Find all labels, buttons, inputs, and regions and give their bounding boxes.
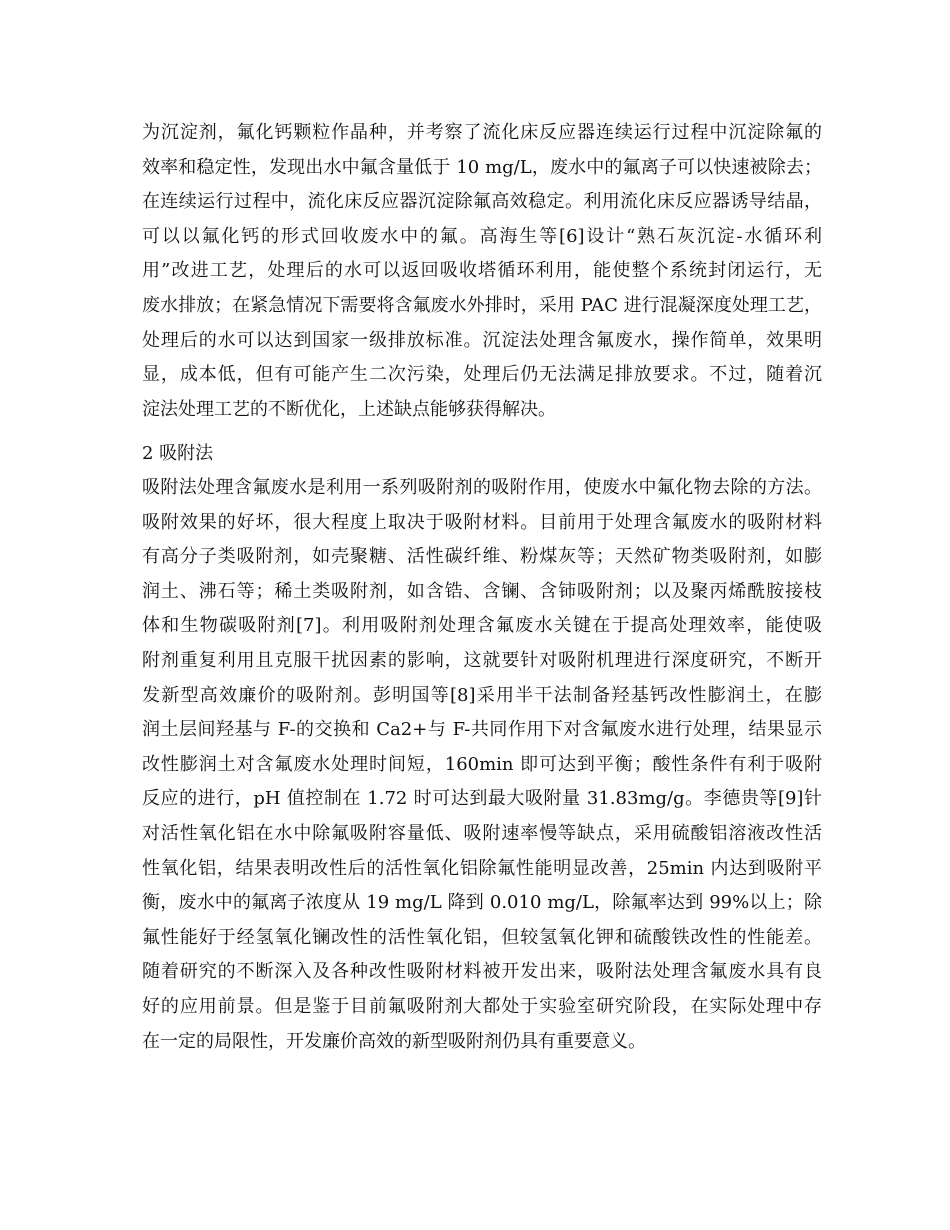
paragraph-line: 对活性氧化铝在水中除氟吸附容量低、吸附速率慢等缺点，采用硫酸铝溶液改性活 xyxy=(142,822,822,844)
paragraph-line: 处理后的水可以达到国家一级排放标准。沉淀法处理含氟废水，操作简单，效果明 xyxy=(142,329,822,351)
paragraph-line: 性氧化铝，结果表明改性后的活性氧化铝除氟性能明显改善，25min 内达到吸附平 xyxy=(142,857,822,879)
paragraph-line: 效率和稳定性，发现出水中氟含量低于 10 mg/L，废水中的氟离子可以快速被除去； xyxy=(142,156,822,178)
paragraph-adsorption xyxy=(142,471,822,1059)
paragraph-line: 用”改进工艺，处理后的水可以返回吸收塔循环利用，能使整个系统封闭运行，无 xyxy=(142,260,822,282)
paragraph-line: 废水排放；在紧急情况下需要将含氟废水外排时，采用 PAC 进行混凝深度处理工艺， xyxy=(142,294,822,316)
paragraph-line: 附剂重复利用且克服干扰因素的影响，这就要针对吸附机理进行深度研究，不断开 xyxy=(142,649,822,671)
paragraph-line: 在一定的局限性，开发廉价高效的新型吸附剂仍具有重要意义。 xyxy=(142,1030,646,1052)
paragraph-line: 氟性能好于经氢氧化镧改性的活性氧化铝，但较氢氧化钾和硫酸铁改性的性能差。 xyxy=(142,926,822,948)
paragraph-line: 反应的进行，pH 值控制在 1.72 时可达到最大吸附量 31.83mg/g。李德贵等[9]针 xyxy=(142,788,822,810)
paragraph-line: 好的应用前景。但是鉴于目前氟吸附剂大都处于实验室研究阶段，在实际处理中存 xyxy=(142,995,822,1017)
paragraph-line: 润土层间羟基与 F-的交换和 Ca2+与 F-共同作用下对含氟废水进行处理，结果显示 xyxy=(142,719,822,741)
paragraph-line: 改性膨润土对含氟废水处理时间短，160min 即可达到平衡；酸性条件有利于吸附 xyxy=(142,753,822,775)
paragraph-precipitation xyxy=(142,116,822,427)
paragraph-line: 为沉淀剂，氟化钙颗粒作晶种，并考察了流化床反应器连续运行过程中沉淀除氟的 xyxy=(142,122,822,143)
paragraph-line: 显，成本低，但有可能产生二次污染，处理后仍无法满足排放要求。不过，随着沉 xyxy=(142,364,822,386)
paragraph-line: 吸附法处理含氟废水是利用一系列吸附剂的吸附作用，使废水中氟化物去除的方法。 xyxy=(142,477,822,498)
section-heading-text: 2 吸附法 xyxy=(142,443,214,464)
section-heading xyxy=(142,437,822,472)
paragraph-line: 可以以氟化钙的形式回收废水中的氟。高海生等[6]设计“熟石灰沉淀-水循环利 xyxy=(142,225,822,247)
paragraph-line: 润土、沸石等；稀土类吸附剂，如含锆、含镧、含铈吸附剂；以及聚丙烯酰胺接枝 xyxy=(142,580,822,602)
paragraph-line: 随着研究的不断深入及各种改性吸附材料被开发出来，吸附法处理含氟废水具有良 xyxy=(142,961,822,983)
paragraph-line: 有高分子类吸附剂，如壳聚糖、活性碳纤维、粉煤灰等；天然矿物类吸附剂，如膨 xyxy=(142,546,822,568)
paragraph-line: 淀法处理工艺的不断优化，上述缺点能够获得解决。 xyxy=(142,398,556,420)
paragraph-line: 吸附效果的好坏，很大程度上取决于吸附材料。目前用于处理含氟废水的吸附材料 xyxy=(142,511,822,533)
paragraph-line: 衡，废水中的氟离子浓度从 19 mg/L 降到 0.010 mg/L，除氟率达到 99%以上；除 xyxy=(142,892,822,914)
paragraph-line: 发新型高效廉价的吸附剂。彭明国等[8]采用半干法制备羟基钙改性膨润土，在膨 xyxy=(142,684,822,706)
paragraph-line: 体和生物碳吸附剂[7]。利用吸附剂处理含氟废水关键在于提高处理效率，能使吸 xyxy=(142,615,822,637)
paragraph-line: 在连续运行过程中，流化床反应器沉淀除氟高效稳定。利用流化床反应器诱导结晶， xyxy=(142,191,822,213)
